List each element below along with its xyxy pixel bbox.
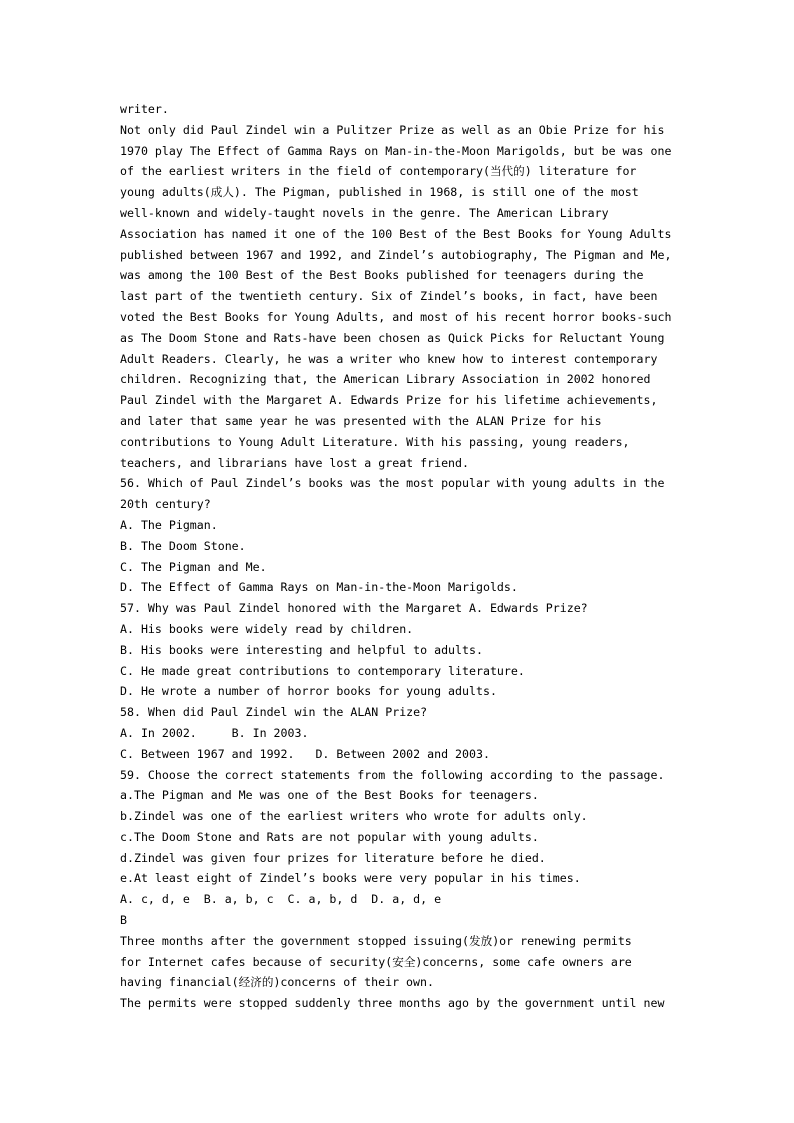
text-line: Not only did Paul Zindel win a Pulitzer Prize as well as an Obie Prize for his (120, 122, 665, 137)
text-line: last part of the twentieth century. Six of Zindel’s books, in fact, have been (120, 289, 658, 304)
answer-option: B. The Doom Stone. (120, 538, 246, 553)
question-56-text: 56. Which of Paul Zindel’s books was the most popular with young adults in the (120, 476, 665, 491)
document-body (120, 99, 690, 1014)
text-line: 1970 play The Effect of Gamma Rays on Man-in-the-Moon Marigolds, but be was one (120, 143, 672, 158)
text-line: having financial(经济的)concerns of their own. (120, 975, 434, 990)
text-line: Paul Zindel with the Margaret A. Edwards Prize for his lifetime achievements, (120, 393, 658, 408)
text-line: The permits were stopped suddenly three months ago by the government until new (120, 996, 665, 1011)
text-line: writer. (120, 102, 169, 116)
answer-option: D. He wrote a number of horror books for young adults. (120, 684, 497, 699)
answer-option: C. Between 1967 and 1992. D. Between 2002 and 2003. (120, 746, 490, 761)
text-line: of the earliest writers in the field of contemporary(当代的) literature for (120, 164, 637, 179)
answer-option: C. He made great contributions to contemporary literature. (120, 663, 525, 678)
section-heading: B (120, 913, 127, 928)
statement-item: b.Zindel was one of the earliest writers who wrote for adults only. (120, 809, 588, 824)
statement-item: e.At least eight of Zindel’s books were very popular in his times. (120, 871, 581, 886)
answer-option: A. His books were widely read by children. (120, 621, 414, 636)
question-57-text: 57. Why was Paul Zindel honored with the Margaret A. Edwards Prize? (120, 601, 588, 616)
text-line: Adult Readers. Clearly, he was a writer who knew how to interest contemporary (120, 351, 658, 366)
text-line: Three months after the government stopped issuing(发放)or renewing permits (120, 933, 632, 948)
text-line: voted the Best Books for Young Adults, and most of his recent horror books-such (120, 309, 672, 324)
answer-option: A. The Pigman. (120, 517, 218, 532)
answer-option: A. c, d, e B. a, b, c C. a, b, d D. a, d, e (120, 892, 442, 907)
answer-option: A. In 2002. B. In 2003. (120, 725, 309, 740)
text-line: published between 1967 and 1992, and Zindel’s autobiography, The Pigman and Me, (120, 247, 672, 262)
statement-item: a.The Pigman and Me was one of the Best Books for teenagers. (120, 788, 539, 803)
question-58-text: 58. When did Paul Zindel win the ALAN Prize? (120, 705, 428, 720)
question-59-text: 59. Choose the correct statements from the following according to the passage. (120, 767, 665, 782)
text-line: contributions to Young Adult Literature. With his passing, young readers, (120, 434, 630, 449)
text-line: was among the 100 Best of the Best Books published for teenagers during the (120, 268, 644, 283)
text-line: Association has named it one of the 100 Best of the Best Books for Young Adults (120, 226, 672, 241)
answer-option: B. His books were interesting and helpful to adults. (120, 642, 483, 657)
text-line: well-known and widely-taught novels in the genre. The American Library (120, 205, 609, 220)
answer-option: D. The Effect of Gamma Rays on Man-in-the-Moon Marigolds. (120, 580, 518, 595)
text-line: and later that same year he was presented with the ALAN Prize for his (120, 413, 602, 428)
text-line: for Internet cafes because of security(安全)concerns, some cafe owners are (120, 954, 632, 969)
text-line: teachers, and librarians have lost a great friend. (120, 455, 470, 470)
text-line: as The Doom Stone and Rats-have been chosen as Quick Picks for Reluctant Young (120, 330, 665, 345)
statement-item: d.Zindel was given four prizes for literature before he died. (120, 850, 546, 865)
statement-item: c.The Doom Stone and Rats are not popular with young adults. (120, 829, 539, 844)
question-56-text: 20th century? (120, 497, 211, 512)
text-line: children. Recognizing that, the American Library Association in 2002 honored (120, 372, 651, 387)
answer-option: C. The Pigman and Me. (120, 559, 267, 574)
text-line: young adults(成人). The Pigman, published in 1968, is still one of the most (120, 185, 639, 200)
